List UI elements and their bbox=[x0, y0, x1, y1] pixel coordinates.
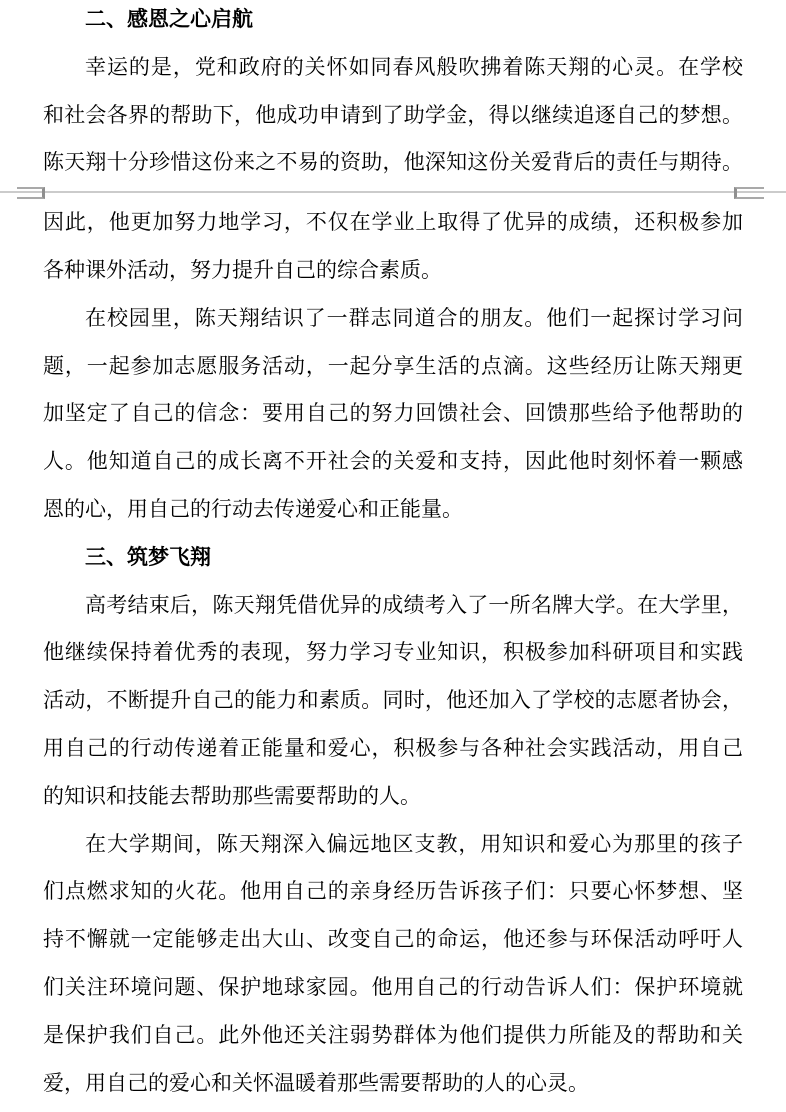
section-heading: 二、感恩之心启航 bbox=[85, 8, 253, 31]
page-margin-mark-right-icon bbox=[734, 187, 764, 199]
paragraph-line: 是保护我们自己。此外他还关注弱势群体为他们提供力所能及的帮助和关 bbox=[43, 1022, 743, 1047]
paragraph-line: 人。他知道自己的成长离不开社会的关爱和支持，因此他时刻怀着一颗感 bbox=[43, 449, 743, 474]
section-heading: 三、筑梦飞翔 bbox=[85, 545, 211, 569]
paragraph-line: 的知识和技能去帮助那些需要帮助的人。 bbox=[43, 783, 421, 808]
paragraph-line: 在校园里，陈天翔结识了一群志同道合的朋友。他们一起探讨学习问 bbox=[85, 305, 743, 330]
paragraph-line: 因此，他更加努力地学习，不仅在学业上取得了优异的成绩，还积极参加 bbox=[43, 210, 743, 235]
paragraph-line: 爱，用自己的爱心和关怀温暖着那些需要帮助的人的心灵。 bbox=[43, 1070, 589, 1095]
paragraph-line: 幸运的是，党和政府的关怀如同春风般吹拂着陈天翔的心灵。在学校 bbox=[85, 54, 743, 79]
page-break-divider bbox=[43, 187, 743, 199]
paragraph-line: 恩的心，用自己的行动去传递爱心和正能量。 bbox=[43, 496, 463, 521]
paragraph-line: 活动，不断提升自己的能力和素质。同时，他还加入了学校的志愿者协会， bbox=[43, 688, 743, 713]
paragraph-line: 用自己的行动传递着正能量和爱心，积极参与各种社会实践活动，用自己 bbox=[43, 735, 743, 760]
paragraph-line: 加坚定了自己的信念：要用自己的努力回馈社会、回馈那些给予他帮助的 bbox=[43, 401, 743, 426]
page-margin-mark-left-icon bbox=[17, 187, 45, 199]
page-break-line bbox=[0, 191, 786, 193]
paragraph-line: 持不懈就一定能够走出大山、改变自己的命运，他还参与环保活动呼吁人 bbox=[43, 927, 743, 952]
paragraph-line: 题，一起参加志愿服务活动，一起分享生活的点滴。这些经历让陈天翔更 bbox=[43, 353, 743, 378]
paragraph-line: 各种课外活动，努力提升自己的综合素质。 bbox=[43, 257, 442, 282]
paragraph-line: 和社会各界的帮助下，他成功申请到了助学金，得以继续追逐自己的梦想。 bbox=[43, 102, 743, 127]
document-content bbox=[43, 0, 743, 1107]
paragraph-line: 在大学期间，陈天翔深入偏远地区支教，用知识和爱心为那里的孩子 bbox=[85, 831, 743, 856]
paragraph-line: 他继续保持着优秀的表现，努力学习专业知识，积极参加科研项目和实践 bbox=[43, 640, 743, 665]
paragraph-line: 们点燃求知的火花。他用自己的亲身经历告诉孩子们：只要心怀梦想、坚 bbox=[43, 879, 743, 904]
paragraph-line: 陈天翔十分珍惜这份来之不易的资助，他深知这份关爱背后的责任与期待。 bbox=[43, 150, 743, 175]
paragraph-line: 高考结束后，陈天翔凭借优异的成绩考入了一所名牌大学。在大学里， bbox=[85, 592, 743, 617]
paragraph-line: 们关注环境问题、保护地球家园。他用自己的行动告诉人们：保护环境就 bbox=[43, 974, 743, 999]
